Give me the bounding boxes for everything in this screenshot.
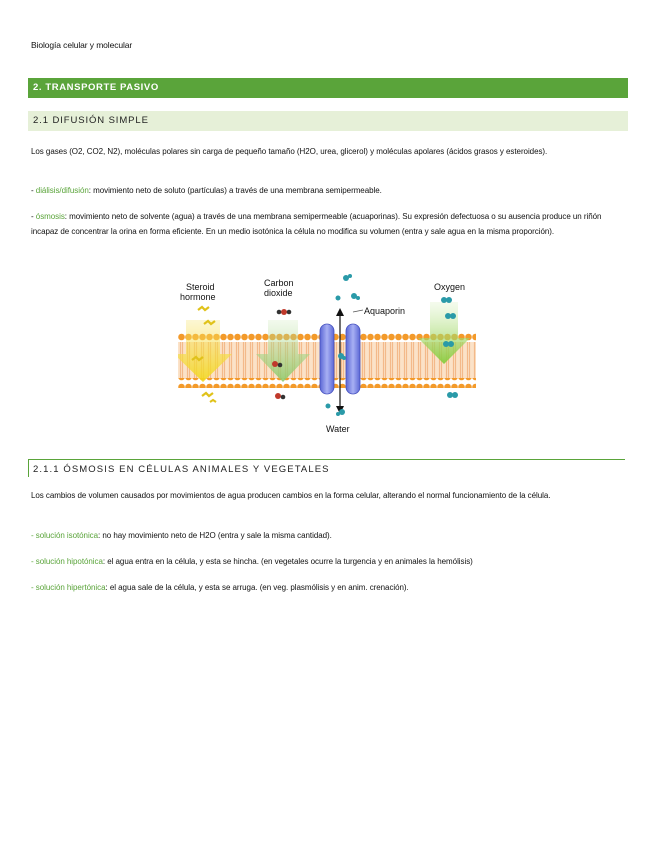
label-aquaporin: Aquaporin <box>364 306 406 316</box>
label-steroid-line1: Steroid <box>186 282 215 292</box>
hipotonica-paragraph <box>31 554 606 569</box>
label-steroid-line2: hormone <box>180 292 216 302</box>
section-heading-difusion-simple: 2.1 DIFUSIÓN SIMPLE <box>28 111 628 131</box>
dialisis-paragraph <box>31 183 606 198</box>
isotonica-text: : no hay movimiento neto de H2O (entra y sale la misma cantidad). <box>98 531 332 540</box>
isotonica-term: - solución isotónica <box>31 531 99 540</box>
label-oxygen: Oxygen <box>434 282 466 292</box>
osmosis-paragraph <box>31 209 606 239</box>
label-water: Water <box>326 424 350 434</box>
section-heading-transporte-pasivo: 2. TRANSPORTE PASIVO <box>28 78 628 98</box>
osmosis-text: : movimiento neto de solvente (agua) a través de una membrana semipermeable (acuaporinas). Su expresión defectuosa o su ausencia produce un riñón incapaz de concentrar la orina en forma eficiente. En un medio isotónica la célula no modifica su volumen (entra y sale agua en la misma proporción). <box>31 212 602 236</box>
dialisis-term: diálisis/difusión <box>35 186 89 195</box>
hipertonica-text: : el agua sale de la célula, y esta se arruga. (en veg. plasmólisis y en anim. crenación). <box>105 583 409 592</box>
osmosis-term: ósmosis <box>35 212 65 221</box>
hipotonica-text: : el agua entra en la célula, y esta se hincha. (en vegetales ocurre la turgencia y en animales la hemólisis) <box>102 557 473 566</box>
hipotonica-term: - solución hipotónica <box>31 557 103 566</box>
section-heading-osmosis-celulas: 2.1.1 ÓSMOSIS EN CÉLULAS ANIMALES Y VEGETALES <box>28 459 625 477</box>
osmosis-cambios-paragraph: Los cambios de volumen causados por movimientos de agua producen cambios en la forma celular, alterando el normal funcionamiento de la célula. <box>31 491 551 500</box>
dialisis-prefix: - <box>31 186 36 195</box>
dialisis-text: : movimiento neto de soluto (partículas) a través de una membrana semipermeable. <box>88 186 382 195</box>
document-header-title: Biología celular y molecular <box>31 40 133 50</box>
hipertonica-paragraph <box>31 580 606 595</box>
osmosis-prefix: - <box>31 212 36 221</box>
label-carbon-line2: dioxide <box>264 288 293 298</box>
difusion-intro-paragraph: Los gases (O2, CO2, N2), moléculas polares sin carga de pequeño tamaño (H2O, urea, glicerol) y moléculas apolares (ácidos grasos y esteroides). <box>31 147 548 156</box>
label-carbon-line1: Carbon <box>264 278 294 288</box>
isotonica-paragraph <box>31 528 606 543</box>
hipertonica-term: - solución hipertónica <box>31 583 106 592</box>
membrane-diffusion-figure <box>178 272 476 438</box>
